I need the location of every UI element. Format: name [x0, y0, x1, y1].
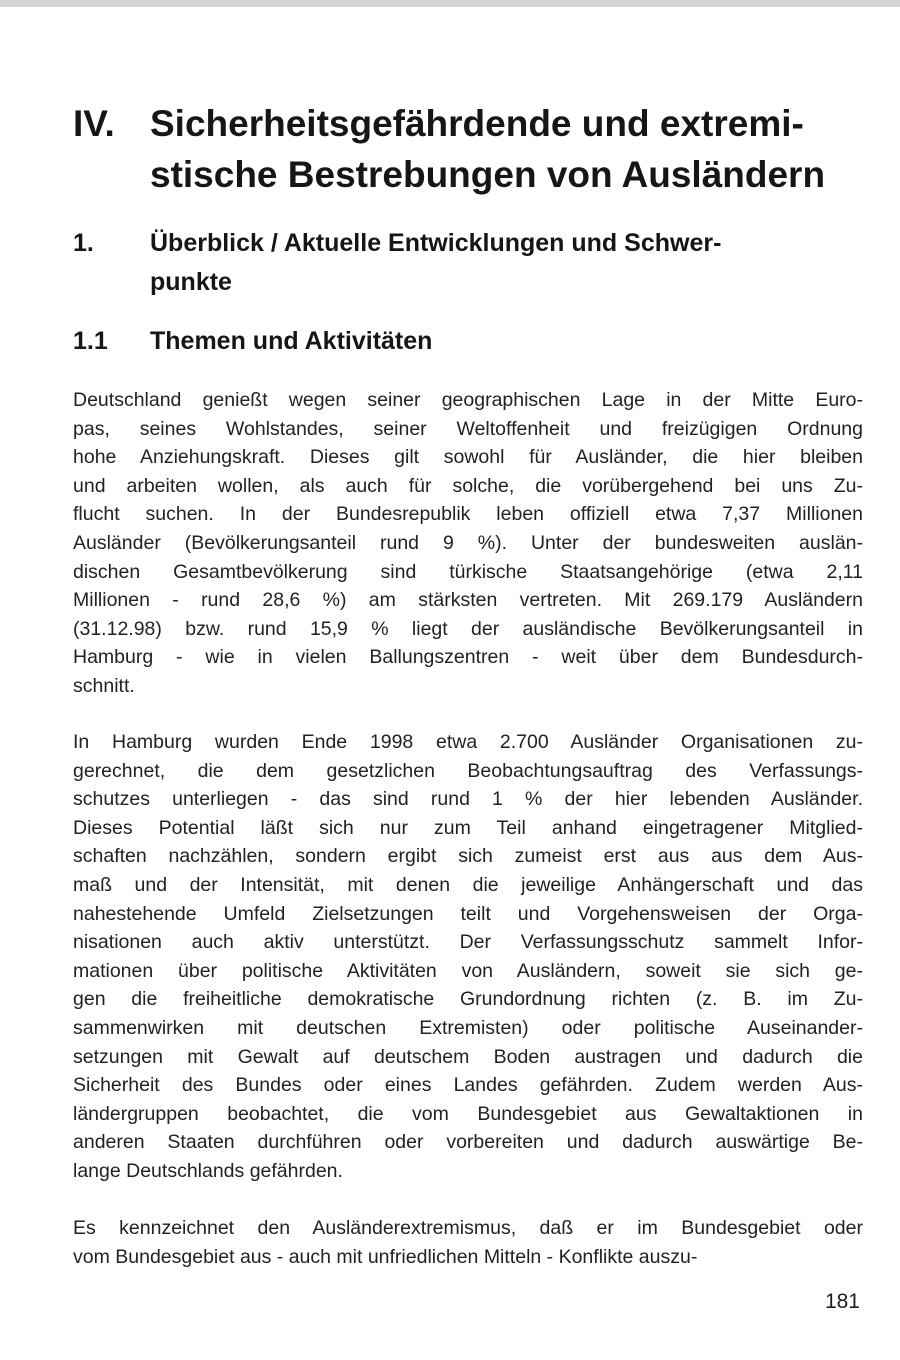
text-line: In Hamburg wurden Ende 1998 etwa 2.700 Ausländer Organisationen zu-	[73, 731, 863, 753]
text-line: setzungen mit Gewalt auf deutschem Boden austragen und dadurch die	[73, 1045, 863, 1068]
chapter-title-line-2: stische Bestrebungen von Ausländern	[150, 154, 826, 195]
text-line: nahestehende Umfeld Zielsetzungen teilt und Vorgehensweisen der Orga-	[73, 902, 863, 925]
text-line: hohe Anziehungskraft. Dieses gilt sowohl für Ausländer, die hier bleiben	[73, 446, 863, 469]
text-line: mationen über politische Aktivitäten von Ausländern, soweit sie sich ge-	[73, 959, 863, 982]
section-title-line-2: punkte	[150, 268, 232, 296]
text-line: Deutschland genießt wegen seiner geographischen Lage in der Mitte Euro-	[73, 389, 863, 411]
text-line: (31.12.98) bzw. rund 15,9 % liegt der ausländische Bevölkerungsanteil in	[73, 617, 863, 640]
text-line: schutzes unterliegen - das sind rund 1 % der hier lebenden Ausländer.	[73, 788, 863, 811]
chapter-title	[150, 98, 870, 200]
subsection-number: 1.1	[73, 327, 108, 355]
text-line: Hamburg - wie in vielen Ballungszentren - weit über dem Bundesdurch-	[73, 646, 863, 669]
text-line: flucht suchen. In der Bundesrepublik leben offiziell etwa 7,37 Millionen	[73, 503, 863, 526]
text-line: Millionen - rund 28,6 %) am stärksten vertreten. Mit 269.179 Ausländern	[73, 589, 863, 612]
text-line: schaften nachzählen, sondern ergibt sich zumeist erst aus aus dem Aus-	[73, 845, 863, 868]
page-number: 181	[824, 1290, 860, 1313]
section-title-line-1: Überblick / Aktuelle Entwicklungen und Schwer-	[150, 229, 722, 257]
text-line: schnitt.	[73, 674, 135, 697]
paragraph-2	[73, 728, 863, 1186]
text-line: gen die freiheitliche demokratische Grundordnung richten (z. B. im Zu-	[73, 988, 863, 1011]
text-line: lange Deutschlands gefährden.	[73, 1159, 343, 1182]
text-line: Sicherheit des Bundes oder eines Landes gefährden. Zudem werden Aus-	[73, 1074, 863, 1097]
text-line: nisationen auch aktiv unterstützt. Der Verfassungsschutz sammelt Infor-	[73, 931, 863, 954]
text-line: und arbeiten wollen, als auch für solche, die vorübergehend bei uns Zu-	[73, 474, 863, 497]
paragraph-3	[73, 1214, 863, 1271]
text-line: dischen Gesamtbevölkerung sind türkische Staatsangehörige (etwa 2,11	[73, 560, 863, 583]
section-title	[150, 224, 870, 302]
text-line: Es kennzeichnet den Ausländerextremismus, daß er im Bundesgebiet oder	[73, 1217, 863, 1239]
chapter-title-line-1: Sicherheitsgefährdende und extremi-	[150, 103, 804, 144]
text-line: Dieses Potential läßt sich nur zum Teil anhand eingetragener Mitglied-	[73, 816, 863, 839]
text-line: vom Bundesgebiet aus - auch mit unfriedlichen Mitteln - Konflikte auszu-	[73, 1245, 698, 1268]
text-line: anderen Staaten durchführen oder vorbereiten und dadurch auswärtige Be-	[73, 1131, 863, 1154]
text-line: sammenwirken mit deutschen Extremisten) oder politische Auseinander-	[73, 1016, 863, 1039]
text-line: maß und der Intensität, mit denen die jeweilige Anhängerschaft und das	[73, 873, 863, 896]
text-line: gerechnet, die dem gesetzlichen Beobachtungsauftrag des Verfassungs-	[73, 759, 863, 782]
paragraph-1	[73, 386, 863, 701]
text-line: pas, seines Wohlstandes, seiner Weltoffenheit und freizügigen Ordnung	[73, 417, 863, 440]
text-line: Ausländer (Bevölkerungsanteil rund 9 %). Unter der bundesweiten auslän-	[73, 531, 863, 554]
subsection-title: Themen und Aktivitäten	[150, 327, 433, 355]
chapter-number: IV.	[73, 103, 115, 144]
text-line: ländergruppen beobachtet, die vom Bundesgebiet aus Gewaltaktionen in	[73, 1102, 863, 1125]
section-number: 1.	[73, 229, 94, 257]
